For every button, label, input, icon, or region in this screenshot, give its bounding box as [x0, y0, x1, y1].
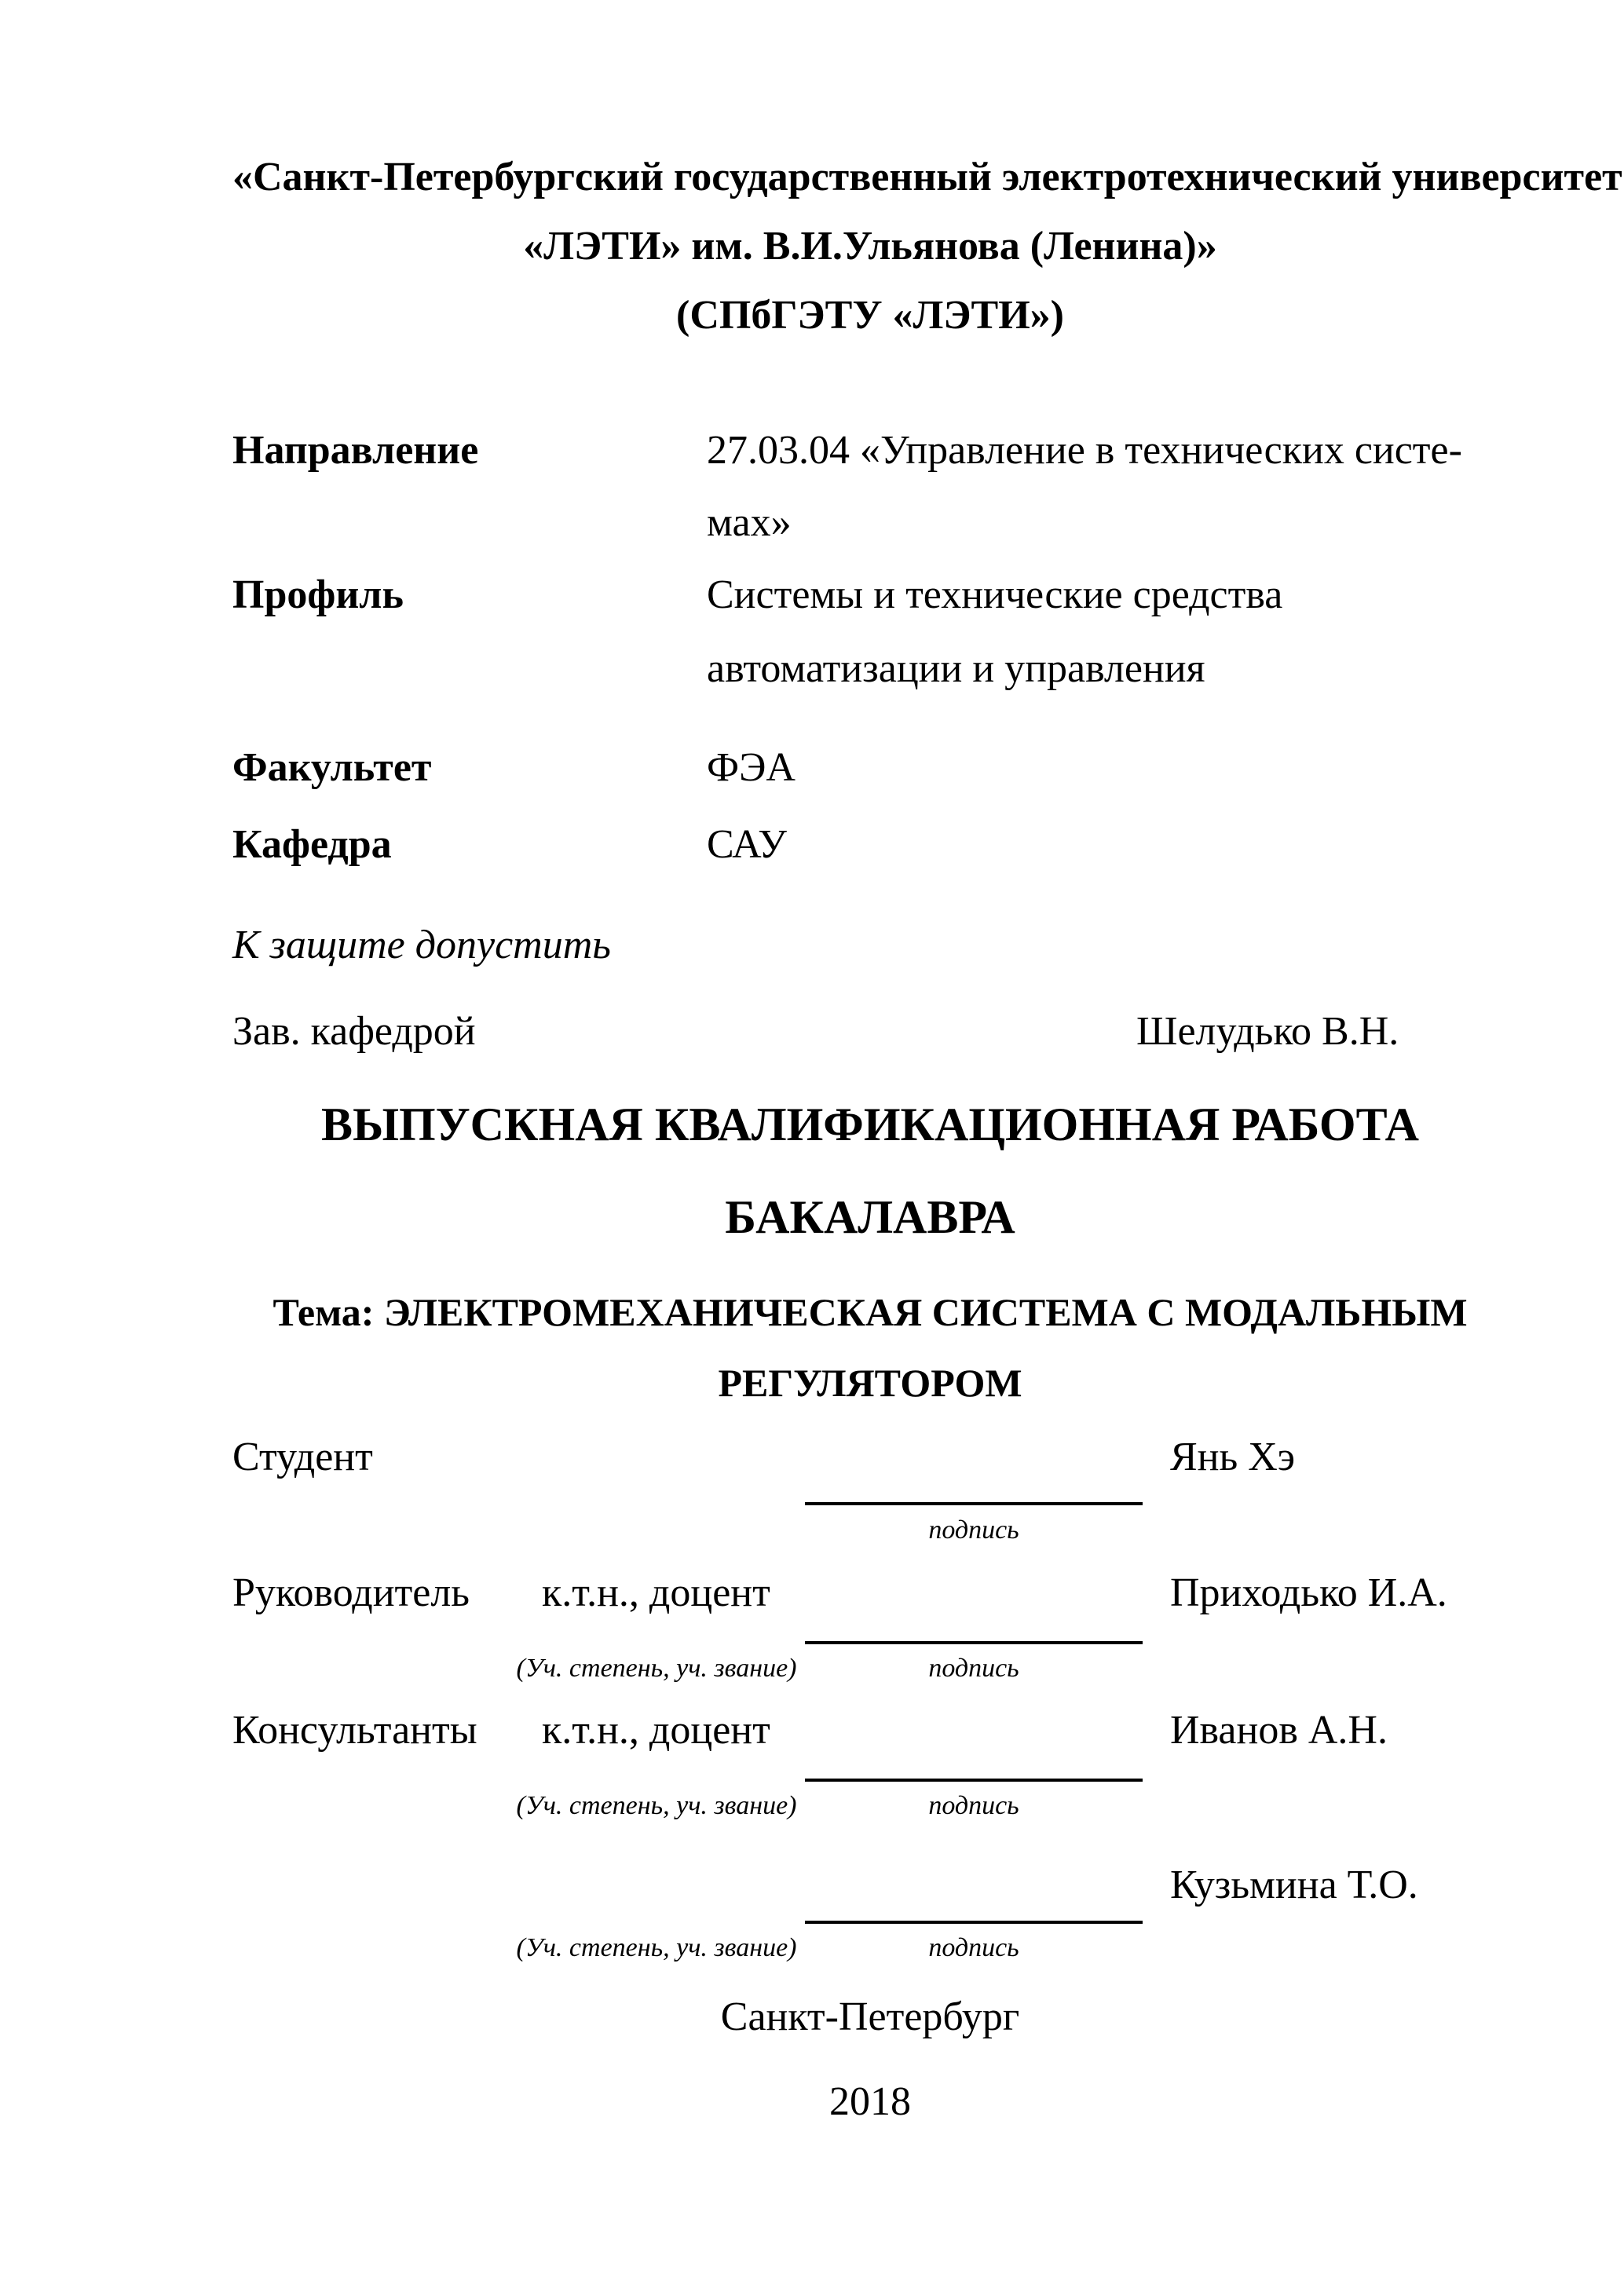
work-title-line-2: БАКАЛАВРА: [725, 1191, 1015, 1243]
direction-value-line-2: мах»: [707, 500, 792, 545]
university-abbreviation: (СПбГЭТУ «ЛЭТИ»): [676, 293, 1064, 338]
faculty-label: Факультет: [232, 745, 432, 790]
consultant1-degree-caption: (Уч. степень, уч. звание): [516, 1791, 797, 1820]
university-name-line-1: «Санкт-Петербургский государственный электротехнический университет: [232, 155, 1622, 199]
department-value: САУ: [707, 822, 787, 867]
student-signature-line: [805, 1502, 1143, 1505]
consultant1-signature-line: [805, 1779, 1143, 1782]
profile-value-line-2: автоматизации и управления: [707, 646, 1205, 691]
year-line: 2018: [829, 2079, 911, 2124]
consultant1-name: Иванов А.Н.: [1170, 1708, 1388, 1753]
university-name-line-2: «ЛЭТИ» им. В.И.Ульянова (Ленина)»: [523, 224, 1217, 269]
supervisor-degree: к.т.н., доцент: [542, 1570, 770, 1615]
student-label: Студент: [232, 1435, 373, 1479]
consultants-label: Консультанты: [232, 1708, 477, 1753]
city-line: Санкт-Петербург: [720, 1994, 1020, 2039]
student-name: Янь Хэ: [1170, 1435, 1296, 1479]
consultant2-signature-caption: подпись: [928, 1933, 1019, 1962]
work-title-line-1: ВЫПУСКНАЯ КВАЛИФИКАЦИОННАЯ РАБОТА: [321, 1099, 1419, 1150]
direction-value-line-1: 27.03.04 «Управление в технических систе-: [707, 428, 1462, 473]
theme-line-2: РЕГУЛЯТОРОМ: [718, 1361, 1022, 1405]
department-label: Кафедра: [232, 822, 392, 867]
consultant2-name: Кузьмина Т.О.: [1170, 1863, 1418, 1907]
consultant1-degree: к.т.н., доцент: [542, 1708, 770, 1753]
department-head-name: Шелудько В.Н.: [1136, 1009, 1399, 1054]
faculty-value: ФЭА: [707, 745, 796, 790]
supervisor-signature-caption: подпись: [928, 1654, 1019, 1683]
consultant2-degree-caption: (Уч. степень, уч. звание): [516, 1933, 797, 1962]
supervisor-label: Руководитель: [232, 1570, 470, 1615]
supervisor-degree-caption: (Уч. степень, уч. звание): [516, 1654, 797, 1683]
profile-value-line-1: Системы и технические средства: [707, 572, 1283, 617]
admission-permit-line: К защите допустить: [232, 923, 611, 967]
department-head-label: Зав. кафедрой: [232, 1009, 476, 1054]
profile-label: Профиль: [232, 572, 404, 617]
supervisor-name: Приходько И.А.: [1170, 1570, 1447, 1615]
supervisor-signature-line: [805, 1641, 1143, 1644]
student-signature-caption: подпись: [928, 1515, 1019, 1545]
consultant1-signature-caption: подпись: [928, 1791, 1019, 1820]
direction-label: Направление: [232, 428, 479, 473]
theme-line-1: Тема: ЭЛЕКТРОМЕХАНИЧЕСКАЯ СИСТЕМА С МОДАЛЬНЫМ: [272, 1290, 1468, 1334]
consultant2-signature-line: [805, 1921, 1143, 1924]
